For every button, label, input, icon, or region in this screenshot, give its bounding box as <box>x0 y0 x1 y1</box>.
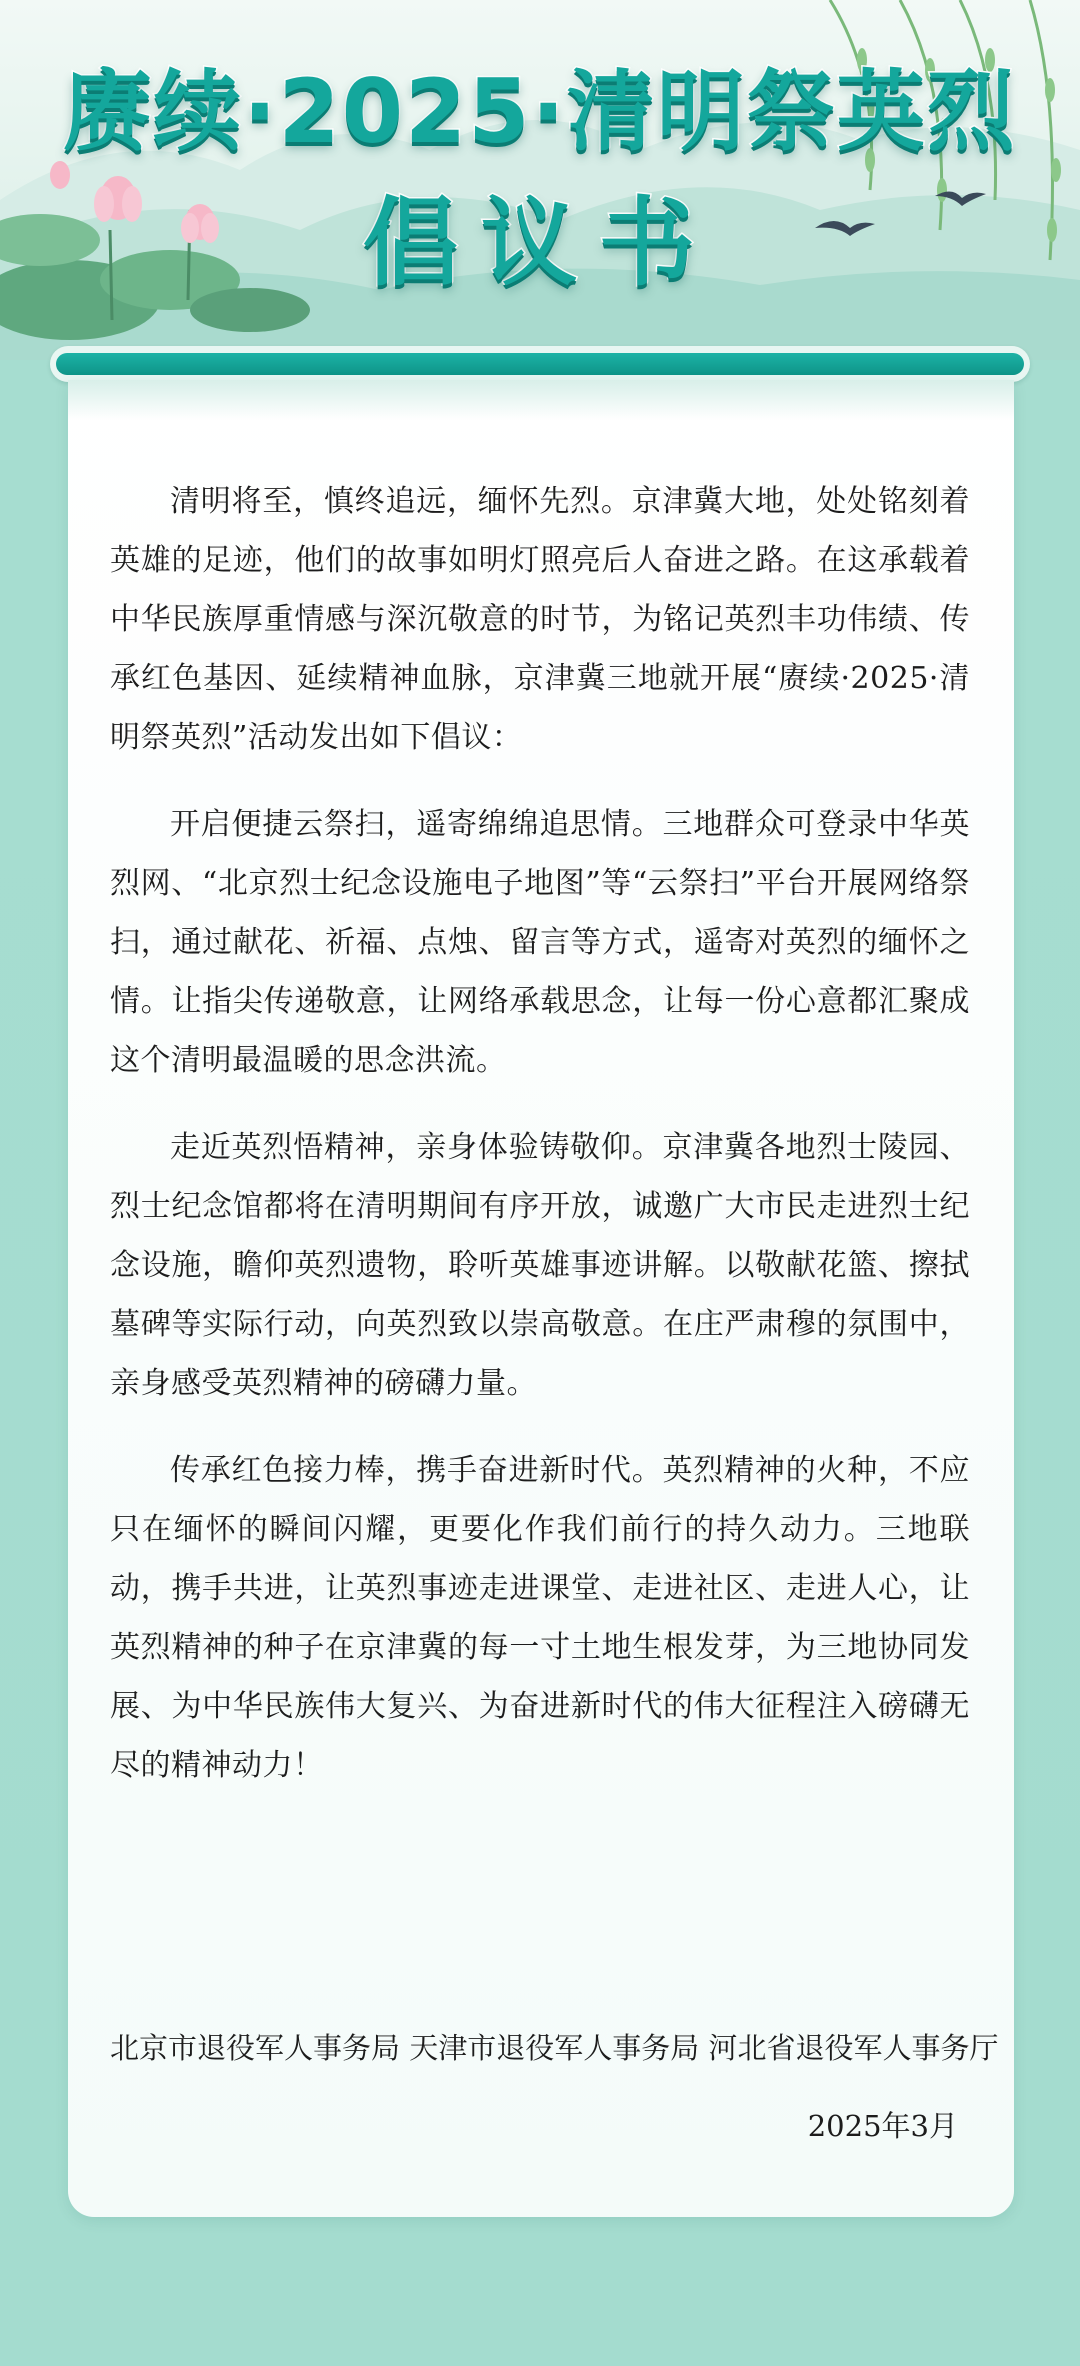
signature: 北京市退役军人事务局 天津市退役军人事务局 河北省退役军人事务厅 <box>110 2031 999 2065</box>
letter-body <box>110 472 970 1823</box>
paragraph-cloud-memorial: 开启便捷云祭扫，遥寄绵绵追思情。三地群众可登录中华英烈网、“北京烈士纪念设施电子地图”等“云祭扫”平台开展网络祭扫，通过献花、祈福、点烛、留言等方式，遥寄对英烈的缅怀之情。让指尖传递敬意，让网络承载思念，让每一份心意都汇聚成这个清明最温暖的思念洪流。 <box>110 807 970 1078</box>
header-banner <box>0 0 1080 360</box>
page-subtitle: 倡议书 <box>363 187 717 299</box>
letter-date: 2025年3月 <box>807 2109 958 2143</box>
paragraph-visit-memorial: 走近英烈悟精神，亲身体验铸敬仰。京津冀各地烈士陵园、烈士纪念馆都将在清明期间有序开放，诚邀广大市民走进烈士纪念设施，瞻仰英烈遗物，聆听英雄事迹讲解。以敬献花篮、擦拭墓碑等实际行动，向英烈致以崇高敬意。在庄严肃穆的氛围中，亲身感受英烈精神的磅礴力量。 <box>110 1130 970 1401</box>
scroll-rod-bar <box>56 353 1024 375</box>
paragraph-inherit-spirit: 传承红色接力棒，携手奋进新时代。英烈精神的火种，不应只在缅怀的瞬间闪耀，更要化作我们前行的持久动力。三地联动，携手共进，让英烈事迹走进课堂、走进社区、走进人心，让英烈精神的种子在京津冀的每一寸土地生根发芽，为三地协同发展、为中华民族伟大复兴、为奋进新时代的伟大征程注入磅礴无尽的精神动力！ <box>110 1453 970 1783</box>
paragraph-intro: 清明将至，慎终追远，缅怀先烈。京津冀大地，处处铭刻着英雄的足迹，他们的故事如明灯照亮后人奋进之路。在这承载着中华民族厚重情感与深沉敬意的时节，为铭记英烈丰功伟绩、传承红色基因、延续精神血脉，京津冀三地就开展“赓续·2025·清明祭英烈”活动发出如下倡议： <box>110 484 970 755</box>
landscape-illustration <box>0 0 1080 360</box>
scroll-rod <box>50 346 1030 382</box>
page-title: 赓续·2025·清明祭英烈 <box>63 60 1017 163</box>
